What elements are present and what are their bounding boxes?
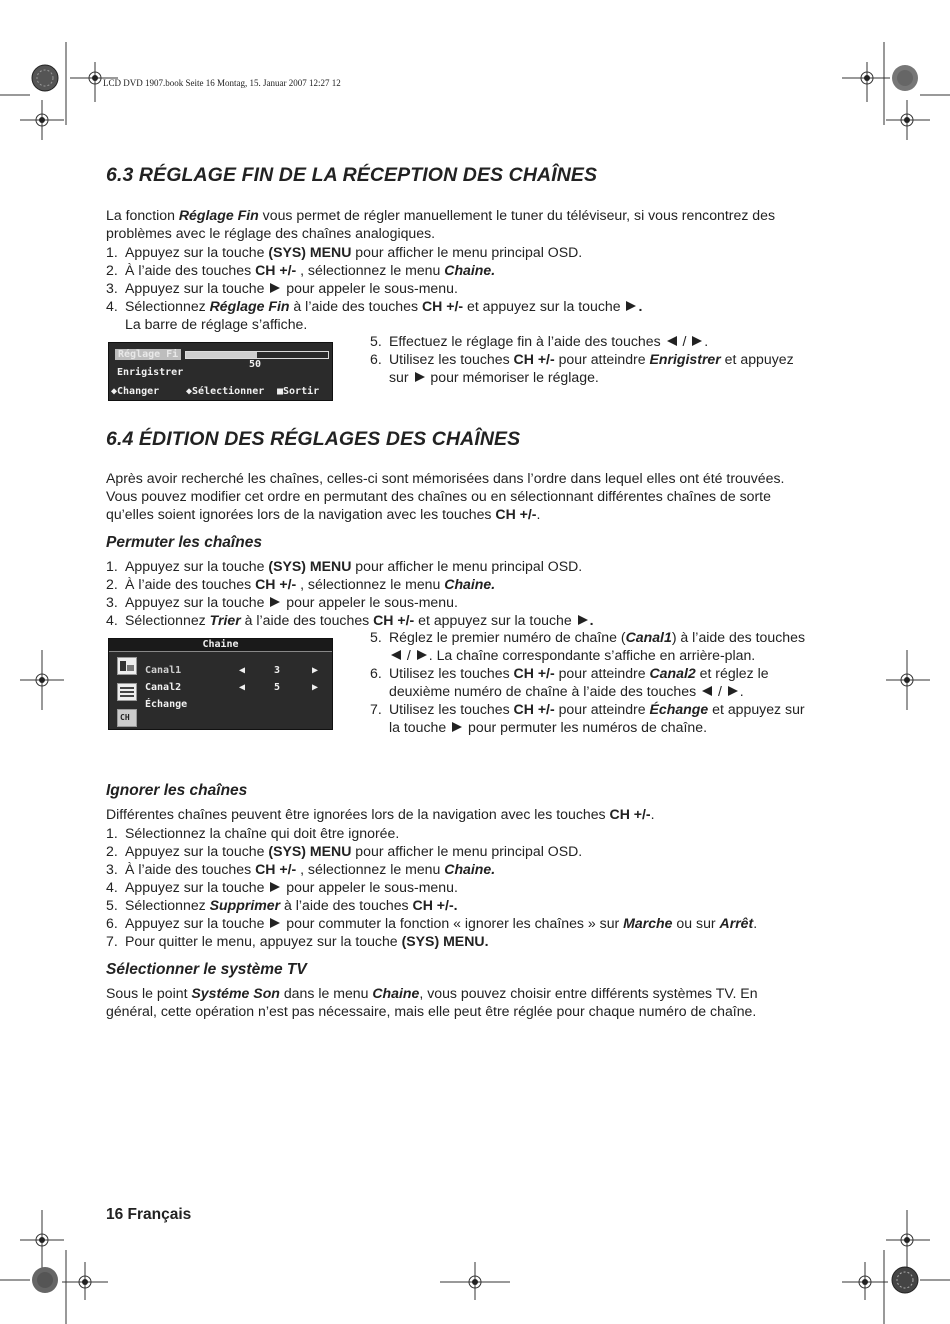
osd-hint-select: ◆Sélectionner: [186, 386, 265, 397]
osd-label-save: Enrigistrer: [117, 367, 184, 378]
intro-ignorer: Différentes chaînes peuvent être ignorées lors de la navigation avec les touches CH +/-.: [106, 806, 655, 822]
osd-fine-tune-screen: [108, 342, 333, 401]
para-systeme-tv: Sous le point Systéme Son dans le menu Chaine, vous pouvez choisir entre différents systèmes TV. En général, cette opération n’est pas nécessaire, mais elle peut être réglée pour chaque numéro de chaîne.: [106, 985, 758, 1019]
list-item: 2. Appuyez sur la touche (SYS) MENU pour afficher le menu principal OSD.: [106, 843, 583, 859]
steps-6-3-a: [106, 243, 811, 333]
osd-canal2-value: 5: [274, 682, 281, 693]
play-arrow-icon: [270, 283, 280, 293]
osd-row-canal2: Canal2: [145, 682, 182, 693]
steps-permuter-a: [106, 557, 811, 629]
osd-label-fine-tune: Réglage Fi: [115, 349, 181, 360]
play-arrow-icon: [626, 301, 636, 311]
list-item: 3. Appuyez sur la touche pour appeler le sous-menu.: [106, 280, 458, 296]
osd-hint-exit: ■Sortir: [277, 386, 320, 397]
list-item: 5. Effectuez le réglage fin à l’aide des touches / .: [370, 333, 709, 349]
channel-menu-icon: [117, 709, 137, 727]
list-item: 6. Utilisez les touches CH +/- pour atteindre Canal2 et réglez le deuxième numéro de chaîne à l’aide des touches / .: [370, 665, 769, 699]
list-item: 1. Appuyez sur la touche (SYS) MENU pour afficher le menu principal OSD.: [106, 558, 583, 574]
list-item: 4. Sélectionnez Trier à l’aide des touches CH +/- et appuyez sur la touche .: [106, 612, 594, 628]
picture-menu-icon: [117, 657, 137, 675]
list-item: 7. Utilisez les touches CH +/- pour atteindre Échange et appuyez sur la touche pour permuter les numéros de chaîne.: [370, 701, 805, 735]
subhead-systeme-tv: Sélectionner le système TV: [106, 961, 307, 978]
play-arrow-icon: [270, 918, 280, 928]
list-item: 3. À l’aide des touches CH +/- , sélectionnez le menu Chaine.: [106, 861, 496, 877]
osd-hint-change: ◆Changer: [111, 386, 160, 397]
list-item: 6. Utilisez les touches CH +/- pour atteindre Enrigistrer et appuyez sur pour mémoriser le réglage.: [370, 351, 794, 385]
left-arrow-icon: [702, 686, 712, 696]
setup-menu-icon: [117, 683, 137, 701]
intro-6-3: La fonction Réglage Fin vous permet de régler manuellement le tuner du téléviseur, si vous rencontrez des problèmes avec le réglage des chaînes analogiques.: [106, 207, 776, 241]
right-arrow-icon: [728, 686, 738, 696]
list-item: 6. Appuyez sur la touche pour commuter la fonction « ignorer les chaînes » sur Marche ou sur Arrêt.: [106, 915, 758, 931]
osd-canal1-value: 3: [274, 665, 281, 676]
subhead-permuter: Permuter les chaînes: [106, 534, 262, 551]
intro-6-4: Après avoir recherché les chaînes, celles-ci sont mémorisées dans l’ordre dans lequel elles ont été trouvées. Vous pouvez modifier cet ordre en permutant des chaînes ou en sélectionnant différentes chaînes de sorte qu’elles soient ignorées lors de la navigation avec les touches CH +/-.: [106, 470, 785, 522]
list-item: 1. Sélectionnez la chaîne qui doit être ignorée.: [106, 825, 400, 841]
print-header: LCD DVD 1907.book Seite 16 Montag, 15. Januar 2007 12:27 12: [103, 78, 341, 88]
section-title-6-4: 6.4 ÉDITION DES RÉGLAGES DES CHAÎNES: [106, 428, 521, 450]
play-arrow-icon: [415, 372, 425, 382]
steps-ignorer: [106, 824, 826, 950]
section-title-6-3: 6.3 RÉGLAGE FIN DE LA RÉCEPTION DES CHAÎNES: [106, 164, 598, 186]
osd-tuning-bar-fill: [186, 352, 257, 358]
play-arrow-icon: [578, 615, 588, 625]
list-item: 4. Sélectionnez Réglage Fin à l’aide des touches CH +/- et appuyez sur la touche . La barre de réglage s’affiche.: [106, 298, 643, 332]
list-item: 3. Appuyez sur la touche pour appeler le sous-menu.: [106, 594, 458, 610]
left-arrow-icon: [391, 650, 401, 660]
list-item: 1. Appuyez sur la touche (SYS) MENU pour afficher le menu principal OSD.: [106, 244, 583, 260]
play-arrow-icon: [452, 722, 462, 732]
osd-row-echange: Échange: [145, 699, 188, 710]
play-arrow-icon: [270, 882, 280, 892]
right-arrow-icon: [692, 336, 702, 346]
subhead-ignorer: Ignorer les chaînes: [106, 782, 248, 799]
osd-right-arrow-icon: ▶: [312, 665, 319, 676]
osd-tuning-bar: [185, 351, 329, 359]
osd-tuning-value: 50: [249, 359, 262, 370]
page-footer: 16 Français: [106, 1206, 192, 1223]
osd-left-arrow-icon: ◀: [239, 682, 246, 693]
osd-right-arrow-icon: ▶: [312, 682, 319, 693]
list-item: 7. Pour quitter le menu, appuyez sur la touche (SYS) MENU.: [106, 933, 489, 949]
steps-permuter-b: [370, 628, 810, 736]
list-item: 4. Appuyez sur la touche pour appeler le sous-menu.: [106, 879, 458, 895]
list-item: 2. À l’aide des touches CH +/- , sélectionnez le menu Chaine.: [106, 262, 496, 278]
osd-channel-title: Chaine: [109, 639, 332, 652]
osd-row-canal1: Canal1: [145, 665, 182, 676]
right-arrow-icon: [417, 650, 427, 660]
list-item: 5. Réglez le premier numéro de chaîne (Canal1) à l’aide des touches / . La chaîne correspondante s’affiche en arrière-plan.: [370, 629, 806, 663]
channel-icon-label: CH: [120, 713, 130, 722]
list-item: 2. À l’aide des touches CH +/- , sélectionnez le menu Chaine.: [106, 576, 496, 592]
list-item: 5. Sélectionnez Supprimer à l’aide des touches CH +/-.: [106, 897, 458, 913]
play-arrow-icon: [270, 597, 280, 607]
steps-6-3-b: [370, 332, 810, 386]
osd-channel-screen: [108, 638, 333, 730]
left-arrow-icon: [667, 336, 677, 346]
osd-left-arrow-icon: ◀: [239, 665, 246, 676]
